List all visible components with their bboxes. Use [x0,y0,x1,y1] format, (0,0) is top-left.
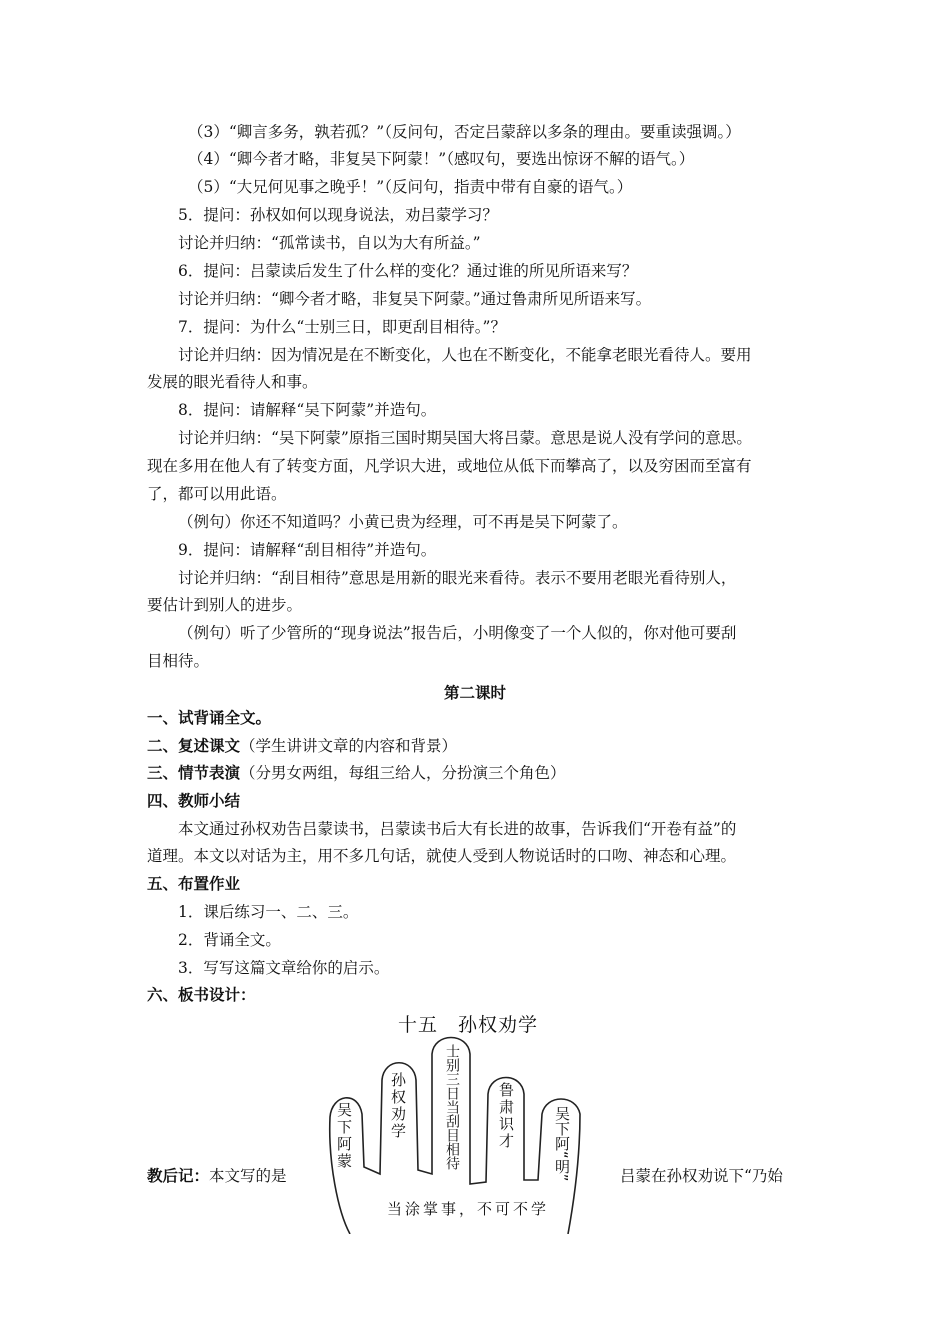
text-line: 目相待。 [147,652,210,670]
section-note: （分男女两组，每组三给人，分扮演三个角色） [240,764,566,782]
text-line: 现在多用在他人有了转变方面，凡学识大进，或地位从低下而攀高了，以及穷困而至富有 [147,457,752,475]
text-line: 7．提问：为什么“士别三日，即更刮目相待。”？ [178,318,506,336]
text-line: 5．提问：孙权如何以现身说法，劝吕蒙学习？ [178,206,498,224]
text-line: （例句）听了少管所的“现身说法”报告后，小明像变了一个人似的，你对他可要刮 [178,624,737,642]
finger-label: 孙权劝学 [389,1072,407,1140]
text-line: 9．提问：请解释“刮目相待”并造句。 [178,541,437,559]
summary-paragraph: 道理。本文以对话为主，用不多几句话，就使人受到人物说话时的口吻、神态和心理。 [147,847,737,865]
section-heading: 二、复述课文 [147,736,241,755]
homework-item: 1．课后练习一、二、三。 [178,903,359,921]
text-line: 发展的眼光看待人和事。 [147,373,318,391]
after-class-note [147,1166,287,1186]
section-title: 第二课时 [443,683,506,702]
section-line [147,736,457,756]
homework-item: 2．背诵全文。 [178,931,281,949]
section-heading: 四、教师小结 [147,791,241,810]
after-class-label: 教后记： [147,1166,210,1185]
homework-item: 3．写写这篇文章给你的启示。 [178,959,390,977]
section-heading: 一、试背诵全文。 [147,708,272,727]
section-heading: 五、布置作业 [147,874,241,893]
text-line: （4）“卿今者才略，非复吴下阿蒙！”（感叹句，要选出惊讶不解的语气。） [188,150,695,168]
finger-label: 士别三日当刮目相待 [444,1044,460,1170]
section-line [147,763,566,783]
palm-text: 当涂掌事，不可不学 [386,1200,549,1218]
blackboard-diagram [318,1002,618,1234]
text-line: 讨论并归纳：“卿今者才略，非复吴下阿蒙。”通过鲁肃所见所语来写。 [178,290,652,308]
finger-label: 鲁肃识才 [497,1082,515,1150]
section-heading: 三、情节表演 [147,763,241,782]
text-line: 讨论并归纳：“吴下阿蒙”原指三国时期吴国大将吕蒙。意思是说人没有学问的意思。 [178,429,752,447]
after-class-continued: 吕蒙在孙权劝说下“乃始 [620,1167,783,1185]
finger-label: 吴下阿“明” [553,1106,571,1182]
text-line: 了，都可以用此语。 [147,485,287,503]
text-line: 讨论并归纳：“孤常读书，自以为大有所益。” [178,234,481,252]
text-line: 6．提问：吕蒙读后发生了什么样的变化？通过谁的所见所语来写？ [178,262,638,280]
after-class-text: 本文写的是 [209,1167,287,1185]
text-line: （例句）你还不知道吗？小黄已贵为经理，可不再是吴下阿蒙了。 [178,513,628,531]
board-title: 十五 孙权劝学 [397,1014,538,1036]
section-note: （学生讲讲文章的内容和背景） [240,737,458,755]
text-line: （5）“大兄何见事之晚乎！”（反问句，指责中带有自豪的语气。） [188,178,633,196]
text-line: （3）“卿言多务，孰若孤？”（反问句，否定吕蒙辞以多条的理由。要重读强调。） [188,123,741,141]
summary-paragraph: 本文通过孙权劝告吕蒙读书，吕蒙读书后大有长进的故事，告诉我们“开卷有益”的 [178,820,737,838]
section-heading: 六、板书设计： [147,985,256,1004]
finger-label: 吴下阿蒙 [335,1102,353,1170]
text-line: 要估计到别人的进步。 [147,596,303,614]
text-line: 讨论并归纳：因为情况是在不断变化，人也在不断变化，不能拿老眼光看待人。要用 [178,346,752,364]
text-line: 讨论并归纳：“刮目相待”意思是用新的眼光来看待。表示不要用老眼光看待别人， [178,569,737,587]
text-line: 8．提问：请解释“吴下阿蒙”并造句。 [178,401,437,419]
